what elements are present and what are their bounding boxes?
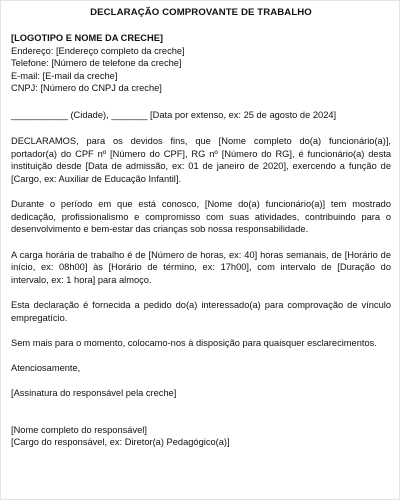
document-body xyxy=(11,32,391,449)
conduct-paragraph: Durante o período em que está conosco, [Nome do(a) funcionário(a)] tem mostrado dedicação, profissionalismo e compromisso com suas atividades, contribuindo para o desenvolvimento e bem-estar das crianças sob nossa responsabilidade. xyxy=(11,199,391,234)
workload-paragraph: A carga horária de trabalho é de [Número de horas, ex: 40] horas semanais, de [Horário de início, ex: 08h00] às [Horário de término, ex: 17h00], com intervalo de [Duração do intervalo, ex: 1 hora] para almoço. xyxy=(11,249,391,285)
email-line: E-mail: [E-mail da creche] xyxy=(11,70,118,81)
responsible-name: [Nome completo do responsável] xyxy=(11,424,147,435)
phone-line: Telefone: [Número de telefone da creche] xyxy=(11,58,182,68)
closing-line: Sem mais para o momento, colocamo-nos à disposição para quaisquer esclarecimentos. xyxy=(11,338,377,348)
responsible-role: [Cargo do responsável, ex: Diretor(a) Pedagógico(a)] xyxy=(11,437,230,447)
salutation: Atenciosamente, xyxy=(11,362,81,373)
declaration-paragraph: DECLARAMOS, para os devidos fins, que [Nome completo do(a) funcionário(a)], portador(a) do CPF nº [Número do CPF], RG nº [Número do RG], é funcionário(a) desta instituição desde [Data de admissão, ex: 01 de janeiro de 2020], exercendo a função de [Cargo, ex: Auxiliar de Educação Infantil]. xyxy=(11,136,391,184)
place-date-line: ___________ (Cidade), _______ [Data por extenso, ex: 25 de agosto de 2024] xyxy=(11,109,337,120)
signature-placeholder: [Assinatura do responsável pela creche] xyxy=(11,388,177,398)
cnpj-line: CNPJ: [Número do CNPJ da creche] xyxy=(11,83,162,93)
purpose-paragraph: Esta declaração é fornecida a pedido do(a) interessado(a) para comprovação de vínculo empregatício. xyxy=(11,300,391,323)
logo-name-placeholder: [LOGOTIPO E NOME DA CRECHE] xyxy=(11,33,164,43)
document-title: DECLARAÇÃO COMPROVANTE DE TRABALHO xyxy=(90,7,312,18)
address-line: Endereço: [Endereço completo da creche] xyxy=(11,45,185,56)
